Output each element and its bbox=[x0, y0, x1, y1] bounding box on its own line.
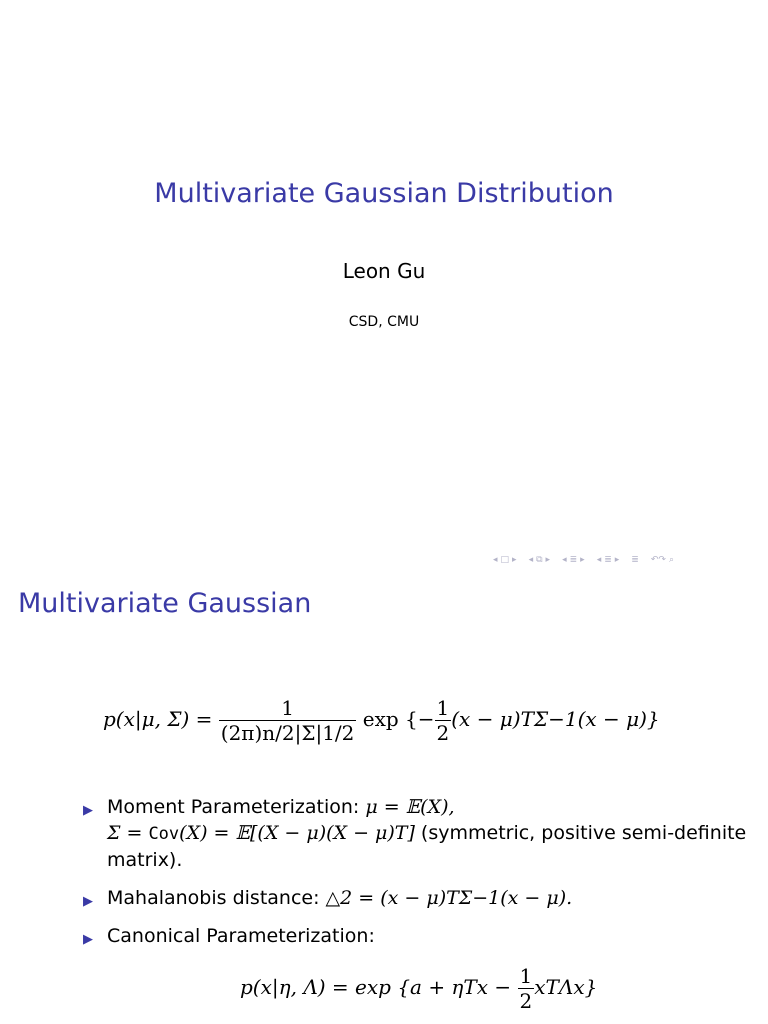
normalizer-denominator: (2π)n/2|Σ|1/2 bbox=[220, 721, 355, 745]
bullet-moment-mean: μ = 𝔼(X), bbox=[365, 796, 455, 818]
normalizer-numerator: 1 bbox=[281, 696, 294, 720]
nav-prev-slide-icon[interactable]: ◂ bbox=[493, 555, 498, 565]
beamer-navigation[interactable] bbox=[493, 552, 763, 568]
canonical-formula bbox=[240, 964, 640, 1024]
bullet-moment bbox=[80, 794, 750, 873]
bullet-mahalanobis bbox=[80, 885, 750, 911]
bullet-moment-tail: (symmetric, positive semi-definite matrix). bbox=[107, 822, 747, 871]
canonical-half-denominator: 2 bbox=[519, 989, 533, 1013]
nav-toc-icon[interactable]: ≣ bbox=[631, 555, 639, 565]
half-numerator: 1 bbox=[436, 696, 450, 720]
canonical-half-fraction bbox=[518, 964, 535, 1013]
bullet-moment-cov-rhs: (X) = 𝔼[(X − μ)(X − μ)T] bbox=[179, 822, 415, 844]
bullet-triangle-icon: ▶ bbox=[83, 803, 93, 818]
nav-back-forward-icon[interactable]: ↶↷ bbox=[650, 555, 666, 565]
half-denominator: 2 bbox=[436, 721, 450, 745]
canonical-lhs: p(x|η, Λ) = exp {a + ηTx − bbox=[240, 975, 512, 999]
canonical-quadratic: xTΛx} bbox=[534, 975, 598, 999]
nav-search-icon[interactable]: ⌕ bbox=[668, 555, 674, 565]
bullet-mahalanobis-math: △2 = (x − μ)TΣ−1(x − μ). bbox=[325, 887, 573, 909]
nav-section-icon[interactable]: ≣ bbox=[604, 555, 612, 565]
canonical-half-numerator: 1 bbox=[519, 964, 533, 988]
nav-frame-icon[interactable]: ⧉ bbox=[536, 555, 543, 565]
nav-slide-icon[interactable]: □ bbox=[500, 555, 510, 565]
bullet-canonical-lead: Canonical Parameterization: bbox=[107, 925, 375, 947]
formula-quadratic: (x − μ)TΣ−1(x − μ)} bbox=[451, 707, 660, 731]
presentation-title: Multivariate Gaussian Distribution bbox=[154, 178, 614, 209]
bullet-list bbox=[80, 794, 750, 961]
bullet-moment-cov-op: Cov bbox=[148, 824, 180, 844]
nav-subsection-icon[interactable]: ≣ bbox=[569, 555, 578, 565]
normalizer-fraction bbox=[219, 696, 357, 745]
institute: CSD, CMU bbox=[348, 314, 420, 330]
bullet-mahalanobis-lead: Mahalanobis distance: bbox=[107, 887, 326, 909]
nav-next-section-icon[interactable]: ▸ bbox=[614, 555, 620, 565]
frame-title: Multivariate Gaussian bbox=[18, 588, 312, 619]
nav-next-subsection-icon[interactable]: ▸ bbox=[580, 555, 585, 565]
nav-next-frame-icon[interactable]: ▸ bbox=[545, 555, 551, 565]
nav-next-slide-icon[interactable]: ▸ bbox=[512, 555, 517, 565]
formula-exp: exp {− bbox=[362, 707, 435, 731]
nav-prev-frame-icon[interactable]: ◂ bbox=[528, 555, 534, 565]
bullet-triangle-icon: ▶ bbox=[83, 894, 93, 909]
bullet-canonical bbox=[80, 923, 750, 949]
nav-prev-section-icon[interactable]: ◂ bbox=[596, 555, 602, 565]
formula-lhs: p(x|μ, Σ) = bbox=[103, 707, 213, 731]
bullet-moment-lead: Moment Parameterization: bbox=[107, 796, 366, 818]
half-fraction bbox=[435, 696, 452, 745]
gaussian-density-formula bbox=[103, 696, 703, 756]
author-name: Leon Gu bbox=[342, 259, 426, 283]
nav-prev-subsection-icon[interactable]: ◂ bbox=[562, 555, 567, 565]
bullet-triangle-icon: ▶ bbox=[83, 932, 93, 947]
bullet-moment-cov-lhs: Σ = bbox=[107, 822, 149, 844]
content-slide bbox=[0, 576, 768, 1024]
